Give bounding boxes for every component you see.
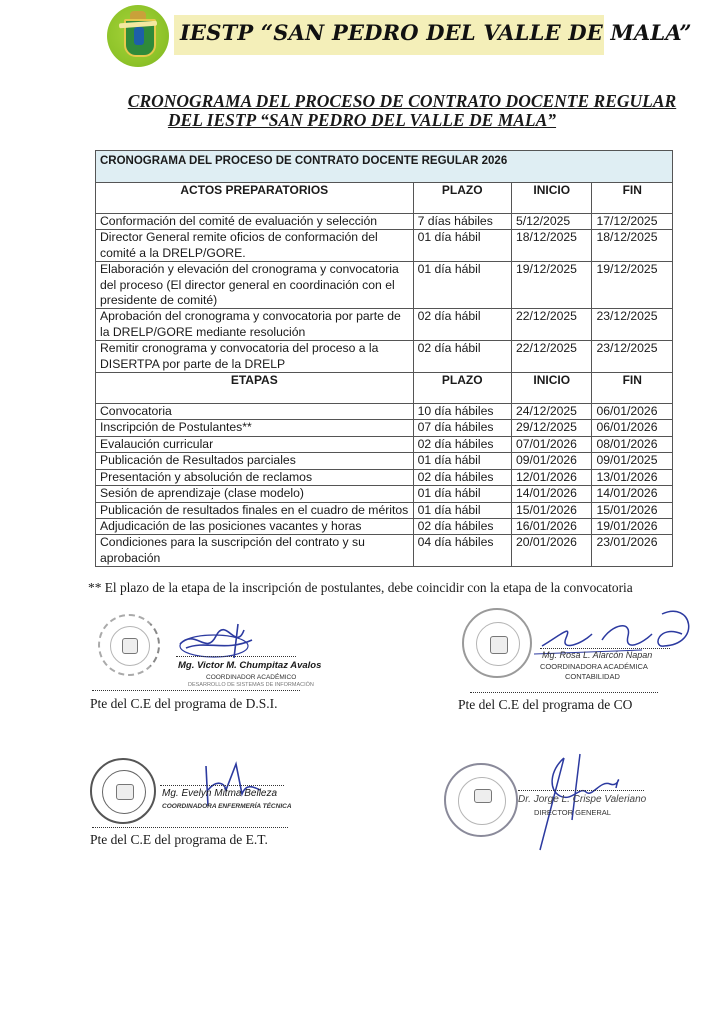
- signature-line: [518, 790, 644, 791]
- footnote: ** El plazo de la etapa de la inscripción de postulantes, debe coincidir con la etapa de la convocatoria: [88, 580, 633, 595]
- table-row: [96, 341, 673, 373]
- cell-actividad: Convocatoria: [96, 404, 414, 420]
- signer-name: Mg. Victor M. Chumpitaz Avalos: [178, 660, 322, 671]
- cell-fin: 17/12/2025: [592, 214, 673, 230]
- cell-inicio: 16/01/2026: [511, 518, 592, 534]
- cell-fin: 09/01/2025: [592, 453, 673, 469]
- signature-line: [176, 656, 296, 657]
- column-header: FIN: [592, 183, 673, 214]
- cell-plazo: 01 día hábil: [413, 230, 511, 262]
- table-row: [96, 518, 673, 534]
- signature-caption: Pte del C.E del programa de E.T.: [90, 832, 268, 847]
- column-header: INICIO: [511, 373, 592, 404]
- signer-role: COORDINADOR ACADÉMICO: [206, 674, 297, 681]
- cell-inicio: 20/01/2026: [511, 535, 592, 567]
- cell-inicio: 5/12/2025: [511, 214, 592, 230]
- cell-inicio: 15/01/2026: [511, 502, 592, 518]
- cell-fin: 08/01/2026: [592, 436, 673, 452]
- cell-fin: 15/01/2026: [592, 502, 673, 518]
- signer-role: COORDINADORA ACADÉMICA: [540, 662, 648, 671]
- cell-inicio: 07/01/2026: [511, 436, 592, 452]
- signer-role-2: CONTABILIDAD: [565, 672, 620, 681]
- column-header: INICIO: [511, 183, 592, 214]
- table-row: [96, 535, 673, 567]
- table-row: [96, 262, 673, 309]
- table-row: [96, 230, 673, 262]
- signature-line: [540, 648, 670, 649]
- signer-role-2: DESARROLLO DE SISTEMAS DE INFORMACIÓN: [188, 682, 314, 688]
- cell-plazo: 02 día hábil: [413, 341, 511, 373]
- column-header: PLAZO: [413, 373, 511, 404]
- column-header: ETAPAS: [96, 373, 414, 404]
- cell-actividad: Evalaución curricular: [96, 436, 414, 452]
- section-header-row: [96, 183, 673, 214]
- cell-inicio: 22/12/2025: [511, 341, 592, 373]
- cell-inicio: 18/12/2025: [511, 230, 592, 262]
- official-seal-icon: [90, 758, 156, 824]
- cell-fin: 06/01/2026: [592, 420, 673, 436]
- schedule-table: [95, 150, 673, 567]
- table-row: [96, 404, 673, 420]
- cell-plazo: 02 día hábil: [413, 309, 511, 341]
- signer-role: DIRECTOR GENERAL: [534, 808, 611, 817]
- official-seal-icon: [462, 608, 532, 678]
- cell-actividad: Director General remite oficios de conformación del comité a la DRELP/GORE.: [96, 230, 414, 262]
- cell-inicio: 19/12/2025: [511, 262, 592, 309]
- cell-fin: 13/01/2026: [592, 469, 673, 485]
- cell-inicio: 14/01/2026: [511, 486, 592, 502]
- cell-inicio: 24/12/2025: [511, 404, 592, 420]
- cell-inicio: 22/12/2025: [511, 309, 592, 341]
- cell-plazo: 01 día hábil: [413, 262, 511, 309]
- signature-line: [92, 690, 300, 691]
- cell-fin: 06/01/2026: [592, 404, 673, 420]
- column-header: ACTOS PREPARATORIOS: [96, 183, 414, 214]
- cell-actividad: Presentación y absolución de reclamos: [96, 469, 414, 485]
- cell-inicio: 29/12/2025: [511, 420, 592, 436]
- signer-name: Dr. Jorge L. Crispe Valeriano: [518, 794, 647, 805]
- cell-plazo: 02 día hábiles: [413, 469, 511, 485]
- document-title-line2: DEL IESTP “SAN PEDRO DEL VALLE DE MALA”: [167, 110, 557, 130]
- document-title-line1: CRONOGRAMA DEL PROCESO DE CONTRATO DOCENTE REGULAR: [127, 91, 677, 111]
- cell-plazo: 7 días hábiles: [413, 214, 511, 230]
- cell-actividad: Inscripción de Postulantes**: [96, 420, 414, 436]
- cell-actividad: Remitir cronograma y convocatoria del proceso a la DISERTPA por parte de la DRELP: [96, 341, 414, 373]
- signer-role: COORDINADORA ENFERMERÍA TÉCNICA: [162, 803, 292, 810]
- table-row: [96, 436, 673, 452]
- cell-actividad: Condiciones para la suscripción del contrato y su aprobación: [96, 535, 414, 567]
- signature-line: [160, 785, 284, 786]
- signature-line: [470, 692, 658, 693]
- signer-name: Mg. Rosa L. Alarcón Napan: [542, 650, 653, 660]
- cell-actividad: Adjudicación de las posiciones vacantes y horas: [96, 518, 414, 534]
- official-seal-icon: [98, 614, 160, 676]
- table-row: [96, 486, 673, 502]
- cell-plazo: 02 día hábiles: [413, 518, 511, 534]
- cell-actividad: Aprobación del cronograma y convocatoria por parte de la DRELP/GORE mediante resolución: [96, 309, 414, 341]
- column-header: FIN: [592, 373, 673, 404]
- cell-actividad: Sesión de aprendizaje (clase modelo): [96, 486, 414, 502]
- signature-caption: Pte del C.E del programa de D.S.I.: [90, 696, 278, 711]
- column-header: PLAZO: [413, 183, 511, 214]
- cell-actividad: Publicación de Resultados parciales: [96, 453, 414, 469]
- institution-crest-icon: [107, 5, 169, 67]
- table-caption: CRONOGRAMA DEL PROCESO DE CONTRATO DOCENTE REGULAR 2026: [96, 151, 673, 183]
- cell-plazo: 04 día hábiles: [413, 535, 511, 567]
- section-header-row: [96, 373, 673, 404]
- cell-plazo: 02 día hábiles: [413, 436, 511, 452]
- cell-fin: 14/01/2026: [592, 486, 673, 502]
- cell-plazo: 07 día hábiles: [413, 420, 511, 436]
- cell-plazo: 01 día hábil: [413, 502, 511, 518]
- cell-fin: 23/01/2026: [592, 535, 673, 567]
- cell-fin: 23/12/2025: [592, 309, 673, 341]
- cell-actividad: Elaboración y elevación del cronograma y convocatoria del proceso (El director general en coordinación con el presidente de comité): [96, 262, 414, 309]
- official-seal-icon: [444, 763, 518, 837]
- cell-actividad: Publicación de resultados finales en el cuadro de méritos: [96, 502, 414, 518]
- cell-fin: 23/12/2025: [592, 341, 673, 373]
- signer-name: Mg. Evelyn Mitma Belleza: [162, 788, 278, 799]
- table-row: [96, 502, 673, 518]
- cell-plazo: 01 día hábil: [413, 453, 511, 469]
- table-row: [96, 420, 673, 436]
- cell-fin: 18/12/2025: [592, 230, 673, 262]
- table-row: [96, 214, 673, 230]
- cell-inicio: 12/01/2026: [511, 469, 592, 485]
- institution-name: IESTP “SAN PEDRO DEL VALLE DE MALA”: [180, 20, 692, 45]
- cell-actividad: Conformación del comité de evaluación y selección: [96, 214, 414, 230]
- table-row: [96, 309, 673, 341]
- cell-fin: 19/12/2025: [592, 262, 673, 309]
- cell-plazo: 01 día hábil: [413, 486, 511, 502]
- table-row: [96, 469, 673, 485]
- cell-plazo: 10 día hábiles: [413, 404, 511, 420]
- signature-scribble: [520, 750, 630, 860]
- signature-caption: Pte del C.E del programa de CO: [458, 697, 633, 712]
- table-row: [96, 453, 673, 469]
- cell-inicio: 09/01/2026: [511, 453, 592, 469]
- signature-line: [92, 827, 288, 828]
- cell-fin: 19/01/2026: [592, 518, 673, 534]
